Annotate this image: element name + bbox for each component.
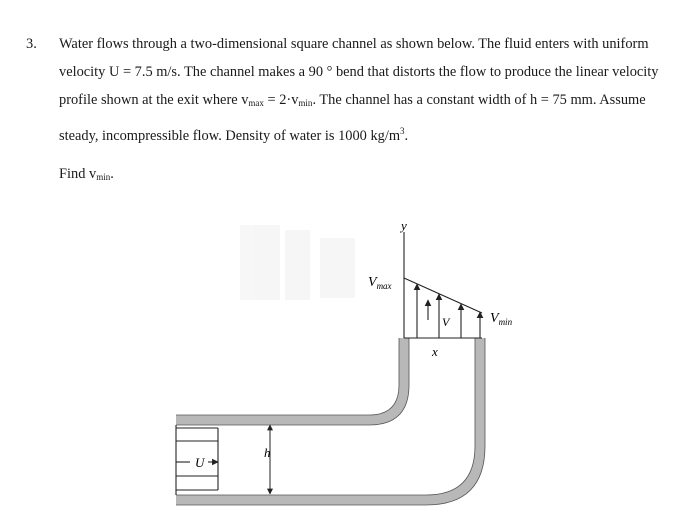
vmin-subscript: min — [298, 98, 313, 108]
find-subscript: min — [96, 172, 111, 182]
vmax-label — [368, 275, 392, 291]
vmin-label — [490, 311, 513, 327]
vmin-label-sub: min — [498, 317, 513, 327]
profile-slope — [404, 278, 482, 313]
find-end: . — [110, 166, 114, 182]
problem-text-part-1: Water flows through a two-dimensional square channel as shown below. The fluid enters with uniform velocity U = 7.5 m/s. The channel makes a 90 ° bend that distorts the flow to produce the linear velocity profile shown at the exit where v — [59, 36, 659, 108]
problem-statement — [26, 30, 686, 150]
h-label: h — [264, 445, 271, 460]
vmax-label-v: V — [368, 275, 377, 290]
cubic-superscript: 3 — [400, 126, 405, 136]
inner-wall — [176, 338, 404, 420]
problem-text-part-3: . The channel has a constant width of h = 75 mm. Assume steady, incompressible flow. Density of water is 1000 kg/m — [59, 92, 646, 144]
vmax-label-sub: max — [376, 281, 392, 291]
v-label: V — [442, 315, 450, 329]
u-label: U — [195, 455, 205, 470]
find-statement — [59, 160, 114, 191]
find-text: Find v — [59, 166, 97, 182]
problem-text — [59, 30, 686, 150]
problem-text-part-4: . — [404, 128, 409, 144]
problem-text-part-2: = 2·v — [263, 92, 299, 108]
channel-figure — [0, 205, 700, 532]
y-label: y — [401, 218, 407, 233]
x-label: x — [432, 344, 438, 359]
background-smudge — [240, 225, 355, 300]
vmax-subscript: max — [248, 98, 264, 108]
problem-number: 3. — [26, 36, 37, 52]
vmin-label-v: V — [490, 311, 499, 326]
channel-walls — [176, 338, 480, 500]
